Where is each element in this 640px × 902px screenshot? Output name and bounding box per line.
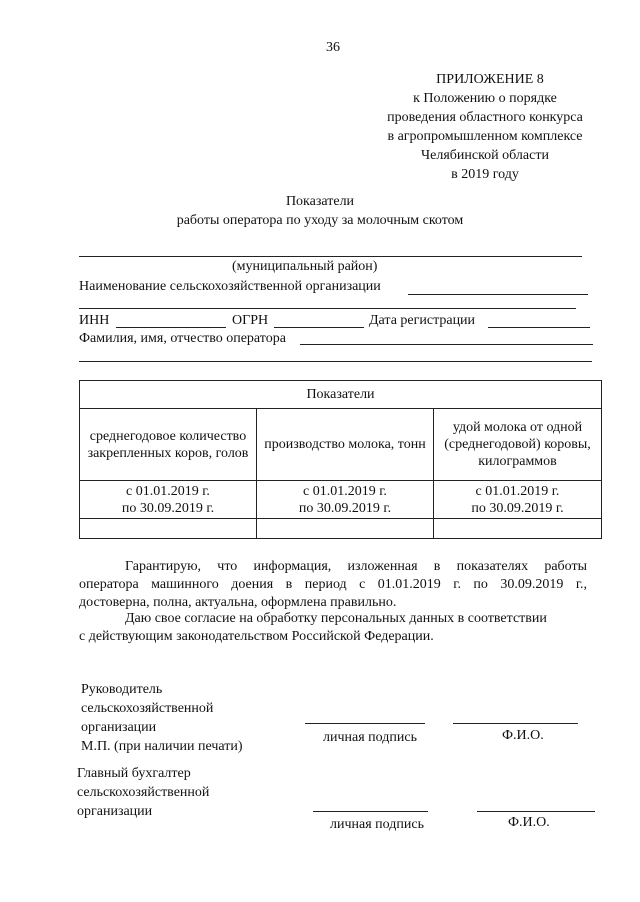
document-heading (150, 192, 490, 230)
head-signature-field[interactable] (305, 723, 425, 724)
period-cell (80, 481, 257, 519)
org-name-field-2[interactable] (79, 308, 576, 309)
appendix-line: к Положению о порядке (413, 91, 557, 106)
accountant-name-field[interactable] (477, 811, 595, 812)
column-milk-production: производство молока, тонн (257, 409, 434, 481)
appendix-line: в 2019 году (451, 167, 519, 182)
column-milk-yield: удой молока от одной (среднегодовой) коровы, килограммов (434, 409, 602, 481)
head-title-line: сельскохозяйственной (81, 701, 214, 716)
accountant-signature-caption: личная подпись (330, 817, 424, 832)
fio-field-2[interactable] (79, 361, 592, 362)
reg-date-label: Дата регистрации (369, 313, 476, 328)
accountant-title-line: организации (77, 804, 153, 819)
reg-date-field[interactable] (488, 327, 590, 328)
accountant-title-line: Главный бухгалтер (77, 766, 191, 781)
period-cell (434, 481, 602, 519)
appendix-title: ПРИЛОЖЕНИЕ 8 (436, 72, 544, 87)
district-caption: (муниципальный район) (232, 259, 378, 274)
ogrn-label: ОГРН (232, 313, 269, 328)
fio-label: Фамилия, имя, отчество оператора (79, 331, 286, 346)
period-to: по 30.09.2019 г. (121, 500, 215, 516)
period-cell (257, 481, 434, 519)
indicators-table (79, 380, 602, 539)
consent-line-2: с действующим законодательством Российской Федерации. (79, 629, 434, 644)
inn-label: ИНН (79, 313, 110, 328)
guarantee-line-1: Гарантирую, что информация, изложенная в показателях работы (125, 559, 587, 574)
value-cell-yield[interactable] (434, 519, 602, 539)
period-from: с 01.01.2019 г. (126, 483, 210, 499)
head-name-caption: Ф.И.О. (502, 728, 544, 743)
ogrn-field[interactable] (274, 327, 364, 328)
head-signature-caption: личная подпись (323, 730, 417, 745)
stamp-note: М.П. (при наличии печати) (81, 739, 243, 754)
period-from: с 01.01.2019 г. (303, 483, 387, 499)
inn-field[interactable] (116, 327, 226, 328)
heading-line-2: работы оператора по уходу за молочным скотом (176, 213, 464, 228)
value-cell-cows[interactable] (80, 519, 257, 539)
accountant-signature-block (77, 764, 209, 821)
head-name-field[interactable] (453, 723, 578, 724)
appendix-line: в агропромышленном комплексе (387, 129, 583, 144)
value-cell-milk[interactable] (257, 519, 434, 539)
consent-line-1: Даю свое согласие на обработку персональных данных в соответствии (125, 611, 547, 626)
head-signature-block (81, 680, 243, 756)
district-line[interactable] (79, 256, 582, 257)
fio-field[interactable] (300, 344, 593, 345)
period-to: по 30.09.2019 г. (471, 500, 564, 516)
appendix-line: проведения областного конкурса (387, 110, 583, 125)
org-name-label: Наименование сельскохозяйственной организации (79, 279, 381, 294)
guarantee-paragraph (79, 558, 587, 612)
period-to: по 30.09.2019 г. (298, 500, 392, 516)
accountant-title-line: сельскохозяйственной (77, 785, 210, 800)
consent-paragraph (79, 610, 609, 646)
table-header: Показатели (80, 381, 602, 409)
guarantee-line-3: достоверна, полна, актуальна, оформлена правильно. (79, 595, 397, 610)
head-title-line: Руководитель (81, 682, 163, 697)
column-cows-count: среднегодовое количество закрепленных коров, голов (80, 409, 257, 481)
accountant-signature-field[interactable] (313, 811, 428, 812)
heading-line-1: Показатели (285, 194, 355, 209)
page-number: 36 (326, 40, 340, 55)
period-from: с 01.01.2019 г. (475, 483, 560, 499)
appendix-line: Челябинской области (421, 148, 549, 163)
accountant-name-caption: Ф.И.О. (508, 815, 550, 830)
guarantee-line-2: оператора машинного доения в период с 01.01.2019 г. по 30.09.2019 г., (79, 577, 587, 592)
org-name-field[interactable] (408, 294, 588, 295)
head-title-line: организации (81, 720, 157, 735)
appendix-block (360, 70, 610, 184)
